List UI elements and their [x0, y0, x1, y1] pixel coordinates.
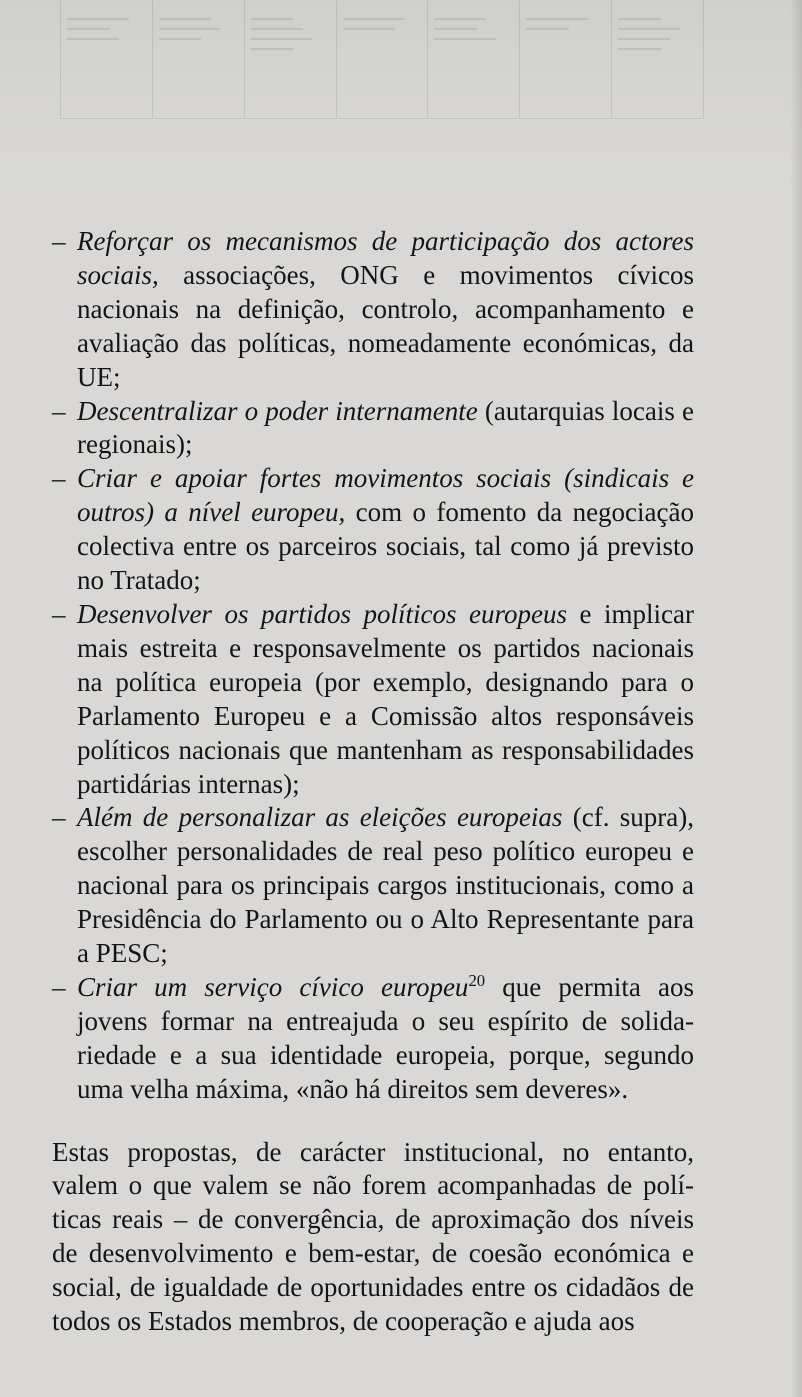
list-item-emphasis: Reforçar os mecanismos de participação dos actores sociais,: [77, 226, 694, 290]
bleed-column: [520, 0, 612, 118]
bleed-line: [434, 18, 486, 20]
bleed-line: [67, 28, 110, 30]
list-item-emphasis: Descentralizar o poder internamente: [77, 395, 478, 426]
bleed-line: [251, 48, 294, 50]
bleed-line: [526, 28, 569, 30]
list-item-emphasis: Desenvolver os partidos políticos europeus: [77, 598, 568, 629]
bleed-line: [159, 38, 202, 40]
bleed-line: [343, 18, 405, 20]
bleed-line: [159, 28, 221, 30]
list-item-emphasis: Além de personalizar as eleições europeias: [77, 802, 563, 833]
list-item-text: (cf. supra), escolher personalidades de real peso político europeu e nacional para os principais cargos institucionais, como a Presidência do Parlamento ou o Alto Representante para a PESC;: [77, 802, 694, 969]
list-item-text: (autarquias locais e regionais);: [77, 395, 694, 460]
list-item: [52, 971, 694, 1107]
list-item-emphasis: Criar e apoiar fortes movimentos sociais (sindicais e outros) a nível europeu,: [77, 463, 694, 528]
list-item: [52, 462, 694, 598]
bleed-column: [245, 0, 337, 118]
bleed-line: [434, 38, 496, 40]
bleed-column: [153, 0, 245, 118]
bleed-line: [526, 18, 588, 20]
bleed-line: [251, 18, 294, 20]
bleed-column: [337, 0, 429, 118]
bleed-line: [251, 28, 303, 30]
page-edge-shadow: [790, 0, 802, 1397]
bleed-line: [159, 18, 211, 20]
bleed-line: [618, 18, 661, 20]
bleed-line: [434, 28, 477, 30]
list-item: [52, 225, 694, 395]
bleed-line: [251, 38, 313, 40]
list-item-emphasis: Criar um serviço cívico europeu: [77, 971, 469, 1002]
list-item-text: e implicar mais estreita e responsavelmente os partidos nacionais na política europeia (por exemplo, designando para o Parlamento Europeu e a Comissão altos responsáveis políticos nacionais que mantenham as responsabilidades partidárias internas);: [77, 598, 695, 799]
bleed-line: [67, 18, 129, 20]
bleed-column: [612, 0, 703, 118]
bleed-through-area: [0, 0, 802, 190]
list-item: [52, 801, 694, 971]
list-item: [52, 395, 694, 463]
body-paragraph: Estas propostas, de carácter institucional, no entanto, valem o que valem se não forem acompanhadas de políticas reais – de convergência, de aproximação dos níveis de desenvolvimento e bem-estar, de coesão económica e social, de igualdade de oportunidades entre os cidadãos de todos os Estados membros, de cooperação e ajuda aos: [52, 1136, 694, 1337]
bleed-line: [618, 48, 661, 50]
bleed-line: [618, 38, 670, 40]
proposal-list: [52, 225, 694, 1107]
list-item: [52, 598, 694, 801]
list-item-text: que permita aos jovens formar na entreajuda o seu espírito de solidariedade e a sua identidade europeia, porque, segundo uma velha máxima, «não há direitos sem deveres».: [77, 971, 694, 1104]
list-item-text: associações, ONG e movimentos cívicos nacionais na definição, controlo, acompanhamento e avaliação das políticas, nomeadamente económicas, da UE;: [77, 259, 694, 392]
page-body: [52, 225, 694, 1339]
footnote-ref: 20: [468, 970, 486, 990]
bleed-column: [61, 0, 153, 118]
bleed-line: [343, 28, 395, 30]
bleed-through-table: [60, 0, 704, 119]
bleed-column: [428, 0, 520, 118]
list-item-text: com o fomento da negociação colectiva entre os parceiros sociais, tal como já previsto no Tratado;: [77, 497, 694, 596]
bleed-line: [618, 28, 680, 30]
bleed-line: [67, 38, 119, 40]
